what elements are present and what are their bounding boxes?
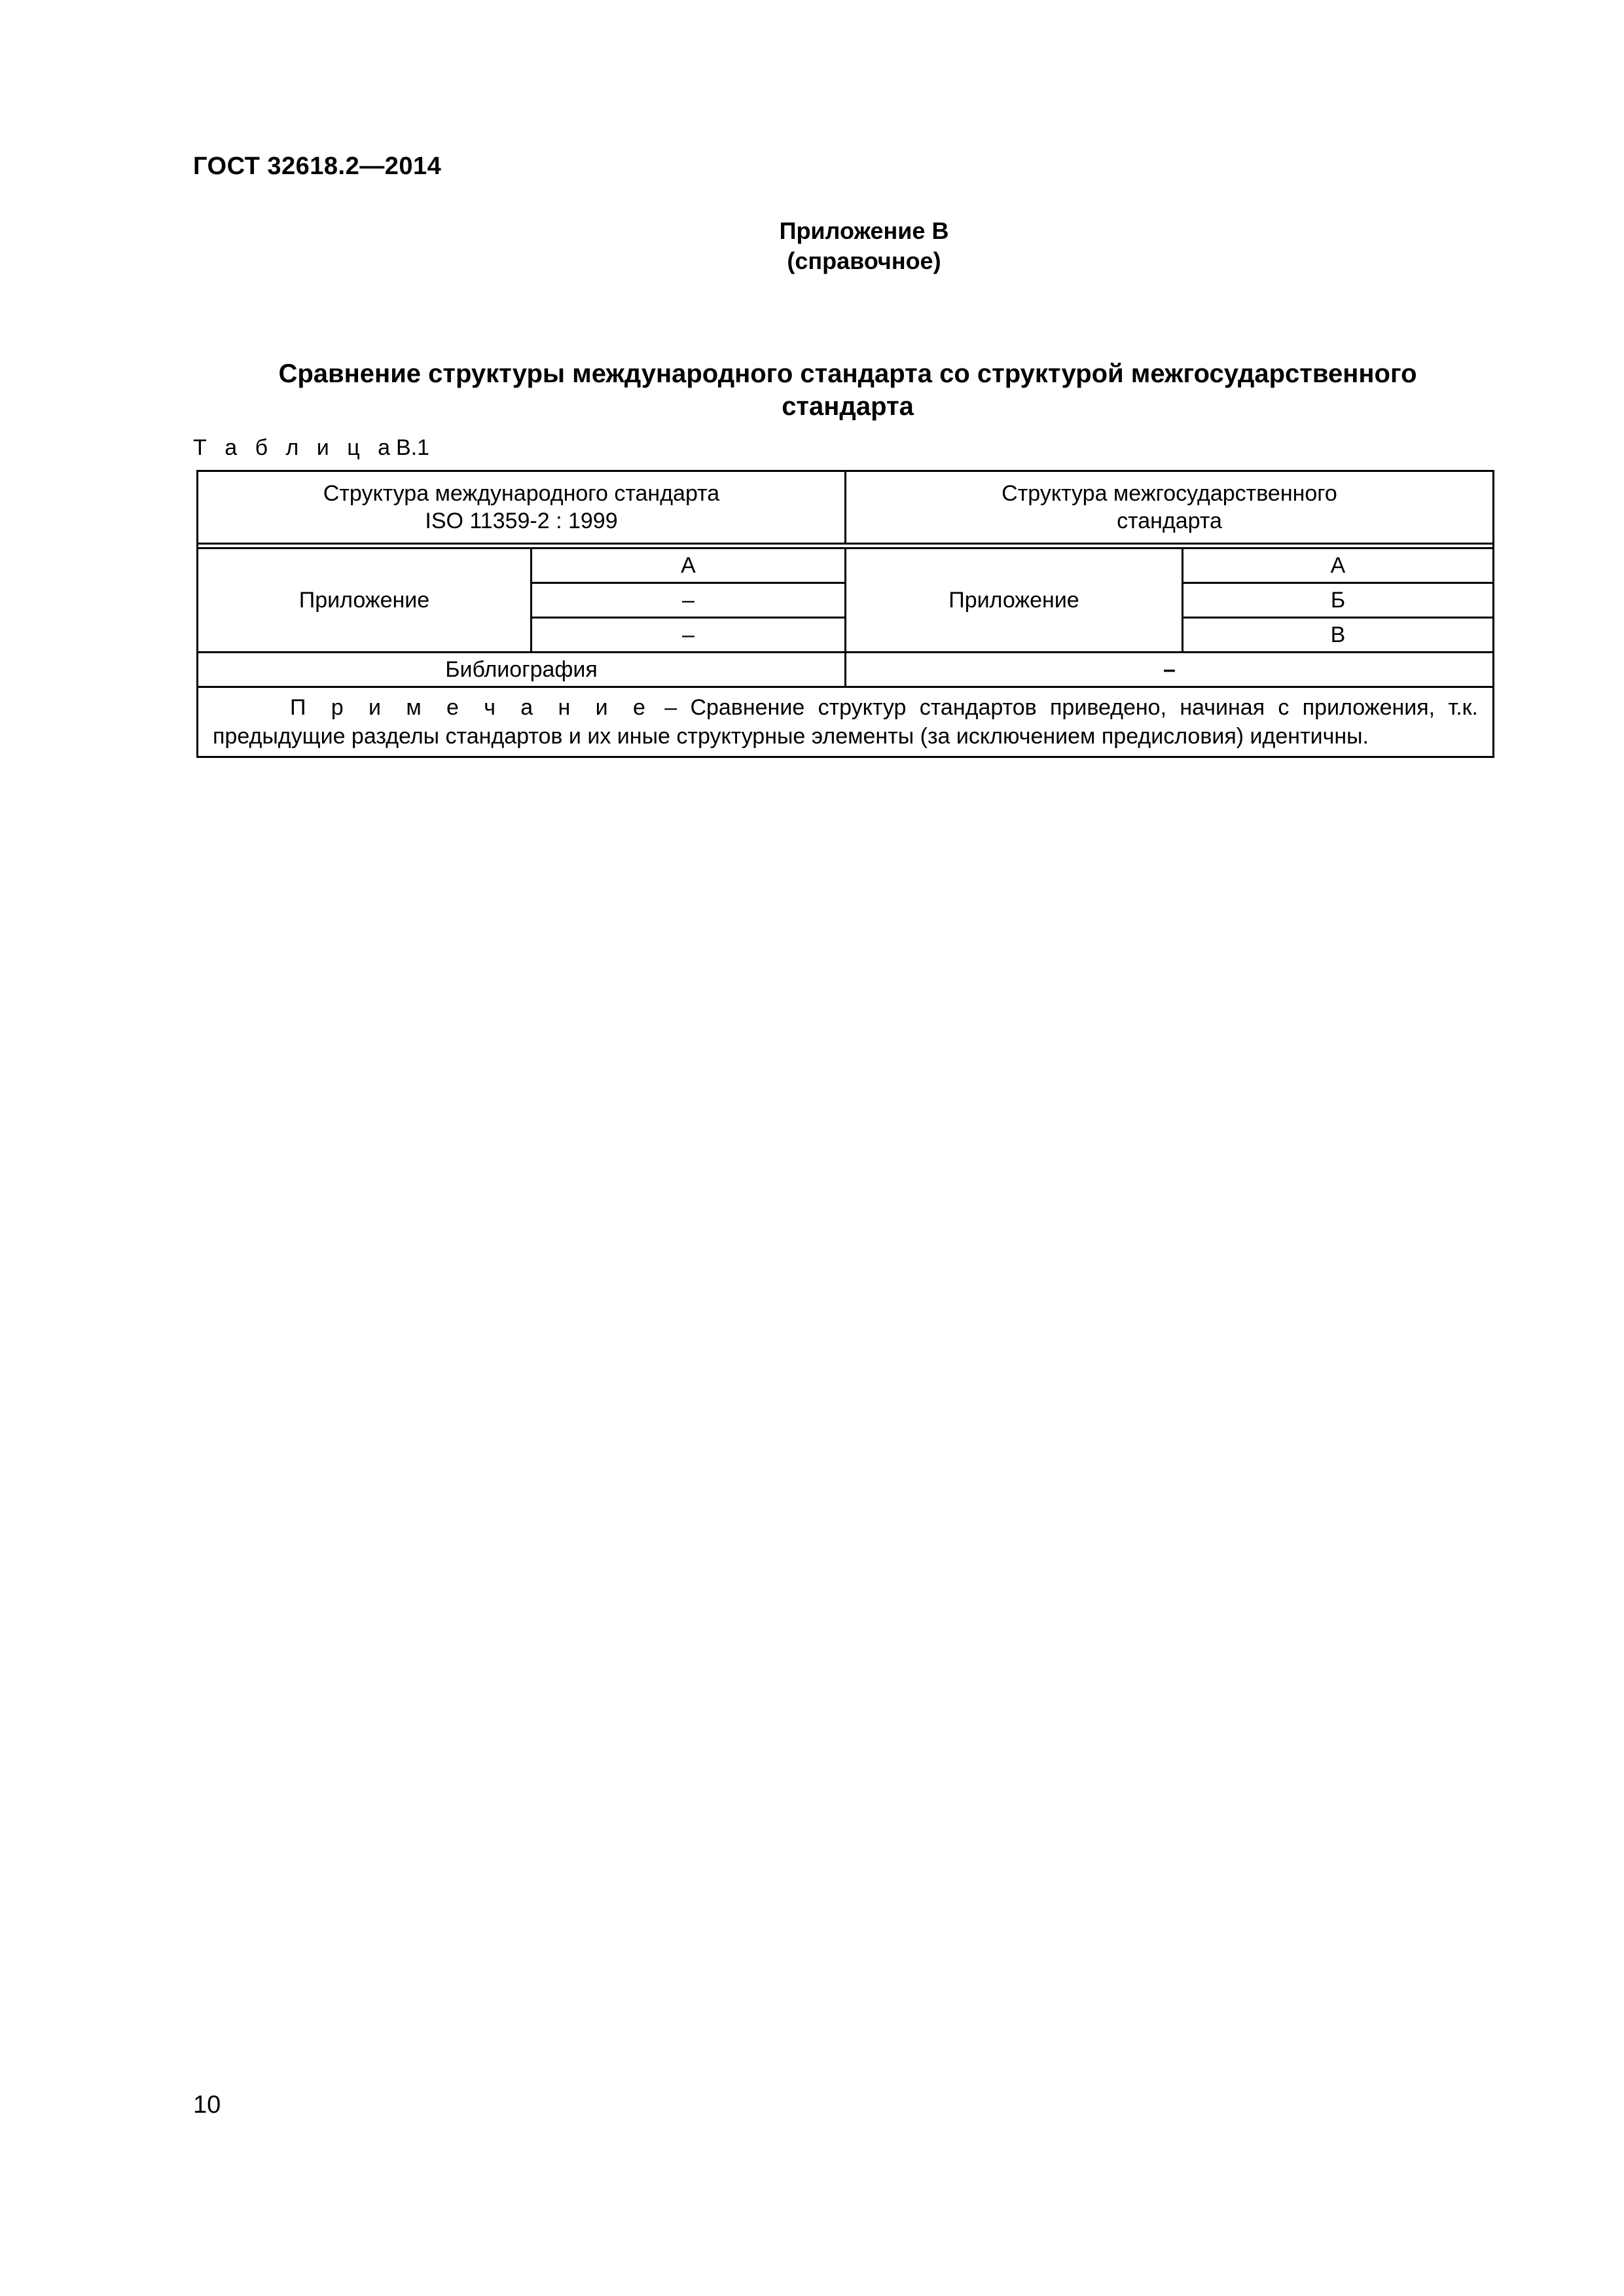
right-item-1: А [1183,548,1494,583]
right-item-3: В [1183,618,1494,653]
table-row [198,548,1494,583]
table-row-bibliography [198,653,1494,687]
table-caption-number: В.1 [396,435,430,460]
header-interstate-structure [846,471,1494,544]
note-text: – Сравнение структур стандартов приведено, начиная с приложения, т.к. предыдущие разделы стандартов и их иные структурные элементы (за исключением предисловия) идентичны. [213,695,1479,749]
table-separator-row [198,544,1494,548]
bibliography-left: Библиография [198,653,846,687]
table-separator [198,544,1494,548]
header-right-line1: Структура межгосударственного [1001,481,1337,506]
page-number: 10 [193,2091,221,2119]
left-section-label: Приложение [198,548,532,653]
left-item-3: – [532,618,846,653]
appendix-heading [681,216,1047,276]
bibliography-right: – [846,653,1494,687]
header-left-line1: Структура международного стандарта [323,481,720,506]
appendix-title: Приложение В [779,217,949,244]
table-caption-label: Т а б л и ц а [193,435,397,460]
document-code: ГОСТ 32618.2—2014 [193,152,442,180]
left-item-1: А [532,548,846,583]
main-title: Сравнение структуры международного стандарта со структурой межгосударственного стандарта [278,359,1417,421]
header-right-line2: стандарта [1117,509,1222,533]
appendix-subtitle: (справочное) [787,247,941,274]
right-item-2: Б [1183,583,1494,618]
table-caption [193,435,429,461]
left-item-2: – [532,583,846,618]
table-header-row [198,471,1494,544]
header-left-line2: ISO 11359-2 : 1999 [425,509,618,533]
table-row-note [198,687,1494,757]
comparison-table [196,470,1494,758]
header-international-structure [198,471,846,544]
note-label: П р и м е ч а н и е [290,695,651,720]
table-note [198,687,1494,757]
right-section-label: Приложение [846,548,1183,653]
